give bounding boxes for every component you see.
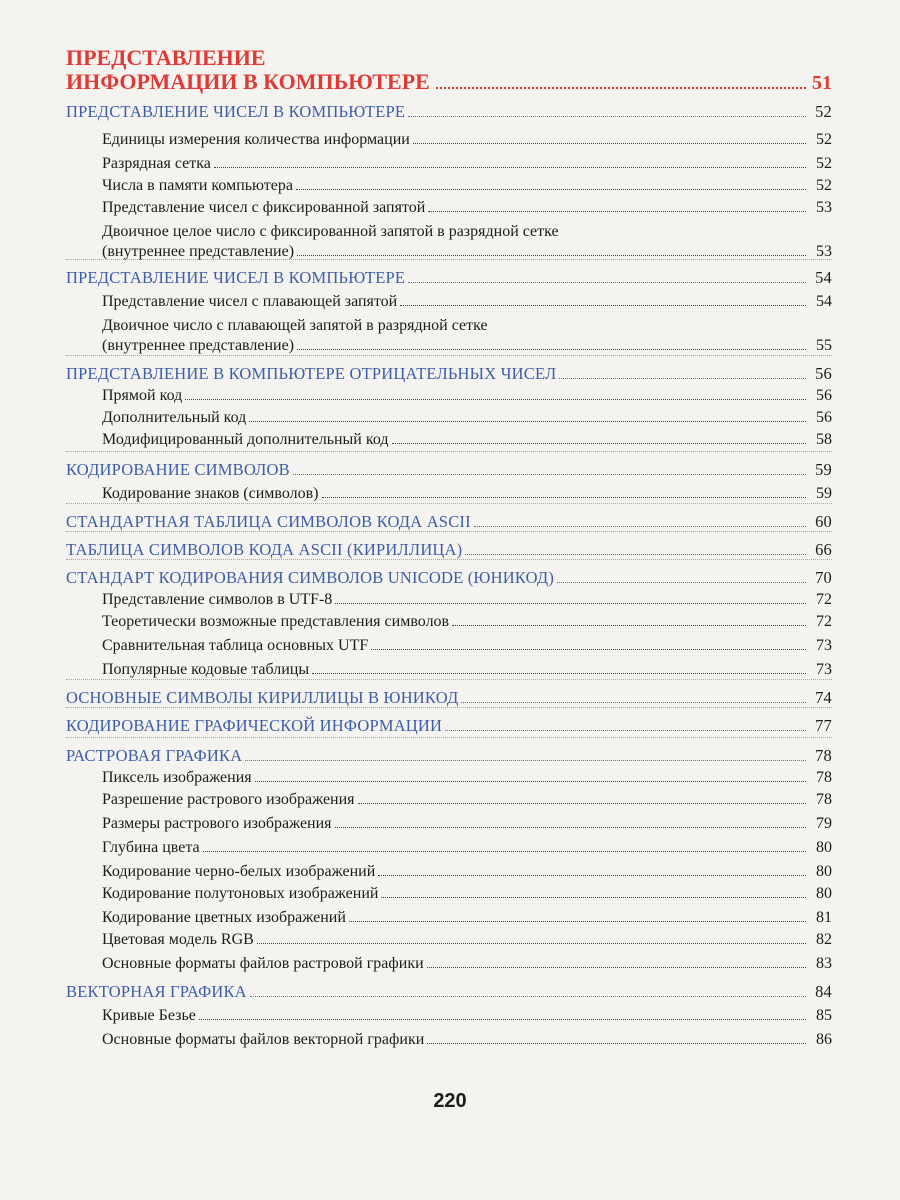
toc-page-number: 78 <box>816 769 832 786</box>
toc-subentry[interactable] <box>66 430 832 450</box>
toc-page-number: 84 <box>815 982 832 1001</box>
toc-page-number: 73 <box>816 661 832 678</box>
toc-entry-title: Прямой код <box>102 387 183 404</box>
toc-entry-title: Цветовая модель RGB <box>102 931 254 948</box>
leader-dots <box>199 1019 806 1020</box>
toc-subentry[interactable] <box>66 408 832 428</box>
toc-entry-title: ПРЕДСТАВЛЕНИЕ ЧИСЕЛ В КОМПЬЮТЕРЕ <box>66 268 406 287</box>
leader-dots <box>322 497 806 498</box>
toc-subentry[interactable] <box>66 316 832 356</box>
toc-subentry[interactable] <box>66 386 832 406</box>
leader-dots <box>427 1043 806 1044</box>
toc-subentry[interactable] <box>66 176 832 196</box>
chapter-page-number: 51 <box>812 72 832 94</box>
toc-section-entry[interactable] <box>66 102 832 122</box>
toc-page-number: 78 <box>816 791 832 808</box>
toc-subentry[interactable] <box>66 884 832 904</box>
toc-page-number: 72 <box>816 613 832 630</box>
toc-section-entry[interactable] <box>66 982 832 1002</box>
leader-dots <box>465 554 806 555</box>
toc-entry-title: Глубина цвета <box>102 839 200 856</box>
toc-section-entry[interactable] <box>66 746 832 766</box>
toc-entry-title: Дополнительный код <box>102 409 247 426</box>
toc-entry-title: Представление символов в UTF-8 <box>102 591 333 608</box>
toc-page-number: 55 <box>816 337 832 354</box>
toc-subentry[interactable] <box>66 130 832 150</box>
leader-dots <box>293 474 806 475</box>
leader-dots <box>474 526 806 527</box>
leader-dots <box>250 996 806 997</box>
toc-subentry[interactable] <box>66 636 832 656</box>
toc-entry-title: Основные форматы файлов векторной графики <box>102 1031 425 1048</box>
leader-dots <box>559 378 806 379</box>
toc-page-number: 85 <box>816 1007 832 1024</box>
leader-dots <box>214 167 806 168</box>
toc-entry-title: Основные форматы файлов растровой графики <box>102 955 424 972</box>
leader-dots <box>255 781 806 782</box>
toc-page-number: 59 <box>815 460 832 479</box>
leader-dots <box>296 189 806 190</box>
toc-page-number: 59 <box>816 485 832 502</box>
leader-dots <box>312 673 806 674</box>
toc-entry-title: Двоичное число с плавающей запятой в разрядной сетке <box>102 317 488 334</box>
toc-section-entry[interactable] <box>66 268 832 288</box>
toc-page-number: 52 <box>816 177 832 194</box>
toc-page-number: 52 <box>815 102 832 121</box>
leader-dots <box>452 625 806 626</box>
toc-page-number: 56 <box>815 364 832 383</box>
leader-dots <box>245 760 806 761</box>
toc-subentry[interactable] <box>66 198 832 218</box>
toc-entry-title: Кодирование полутоновых изображений <box>102 885 379 902</box>
toc-entry-title: КОДИРОВАНИЕ ГРАФИЧЕСКОЙ ИНФОРМАЦИИ <box>66 716 443 735</box>
toc-entry-title-cont: (внутреннее представление) <box>102 337 295 354</box>
page-number: 220 <box>433 1090 467 1112</box>
leader-dots <box>349 921 806 922</box>
toc-entry-title: Популярные кодовые таблицы <box>102 661 310 678</box>
leader-dots <box>445 730 806 731</box>
leader-dots <box>381 897 806 898</box>
toc-page-number: 81 <box>816 909 832 926</box>
toc-entry-title: Кривые Безье <box>102 1007 196 1024</box>
toc-entry-title: Двоичное целое число с фиксированной запятой в разрядной сетке <box>102 223 559 240</box>
leader-dots <box>413 143 806 144</box>
toc-subentry[interactable] <box>66 484 832 504</box>
toc-entry-continuation <box>66 336 832 356</box>
toc-subentry[interactable] <box>66 660 832 680</box>
toc-entry-title: Представление чисел с фиксированной запятой <box>102 199 426 216</box>
toc-subentry[interactable] <box>66 908 832 928</box>
toc-page-number: 54 <box>815 268 832 287</box>
toc-page-number: 56 <box>816 409 832 426</box>
toc-subentry[interactable] <box>66 768 832 788</box>
toc-page-number: 52 <box>816 131 832 148</box>
toc-section-entry[interactable] <box>66 460 832 480</box>
toc-page-number: 78 <box>815 746 832 765</box>
toc-entry-title: РАСТРОВАЯ ГРАФИКА <box>66 746 243 765</box>
toc-section-entry[interactable] <box>66 364 832 384</box>
leader-dots <box>297 349 806 350</box>
toc-page-number: 56 <box>816 387 832 404</box>
leader-dots <box>358 803 806 804</box>
toc-page-number: 82 <box>816 931 832 948</box>
toc-subentry[interactable] <box>66 930 832 950</box>
toc-entry-title: ПРЕДСТАВЛЕНИЕ ЧИСЕЛ В КОМПЬЮТЕРЕ <box>66 102 406 121</box>
toc-entry-title: ВЕКТОРНАЯ ГРАФИКА <box>66 982 247 1001</box>
toc-entry-title: Размеры растрового изображения <box>102 815 332 832</box>
toc-entry-title: Модифицированный дополнительный код <box>102 431 389 448</box>
toc-entry-title: ОСНОВНЫЕ СИМВОЛЫ КИРИЛЛИЦЫ В ЮНИКОД <box>66 688 459 707</box>
toc-subentry[interactable] <box>66 862 832 882</box>
toc-subentry[interactable] <box>66 154 832 174</box>
leader-dots <box>436 87 806 89</box>
leader-dots <box>249 421 806 422</box>
toc-page-number: 53 <box>816 199 832 216</box>
toc-page-number: 80 <box>816 863 832 880</box>
toc-entry-title-cont: (внутреннее представление) <box>102 243 295 260</box>
toc-subentry[interactable] <box>66 590 832 610</box>
leader-dots <box>335 603 806 604</box>
leader-dots <box>408 116 806 117</box>
toc-subentry[interactable] <box>66 814 832 834</box>
leader-dots <box>427 967 806 968</box>
toc-section-entry[interactable] <box>66 512 832 532</box>
toc-page-number: 58 <box>816 431 832 448</box>
toc-entry-title: СТАНДАРТНАЯ ТАБЛИЦА СИМВОЛОВ КОДА ASCII <box>66 512 471 531</box>
leader-dots <box>461 702 806 703</box>
chapter-heading <box>66 46 832 95</box>
toc-page-number: 72 <box>816 591 832 608</box>
toc-entry-title: КОДИРОВАНИЕ СИМВОЛОВ <box>66 460 290 479</box>
toc-page-number: 74 <box>815 688 832 707</box>
toc-section-entry[interactable] <box>66 568 832 588</box>
toc-page-number: 70 <box>815 568 832 587</box>
toc-subentry[interactable] <box>66 222 832 262</box>
toc-entry-title: Кодирование знаков (символов) <box>102 485 319 502</box>
leader-dots <box>203 851 806 852</box>
toc-subentry[interactable] <box>66 1030 832 1050</box>
toc-page-number: 80 <box>816 839 832 856</box>
chapter-title-row <box>66 70 832 95</box>
toc-subentry[interactable] <box>66 790 832 810</box>
toc-page-number: 52 <box>816 155 832 172</box>
section-separator <box>66 737 832 738</box>
leader-dots <box>297 255 806 256</box>
chapter-title-line2: ИНФОРМАЦИИ В КОМПЬЮТЕРЕ <box>66 69 430 94</box>
toc-section-entry[interactable] <box>66 716 832 736</box>
leader-dots <box>257 943 806 944</box>
leader-dots <box>335 827 806 828</box>
toc-entry-title: СТАНДАРТ КОДИРОВАНИЯ СИМВОЛОВ UNICODE (ЮНИКОД) <box>66 568 555 587</box>
toc-entry-title: Разрешение растрового изображения <box>102 791 355 808</box>
toc-page-number: 86 <box>816 1031 832 1048</box>
leader-dots <box>392 443 807 444</box>
leader-dots <box>371 649 806 650</box>
section-separator <box>66 451 832 452</box>
toc-page-number: 79 <box>816 815 832 832</box>
toc-page-number: 54 <box>816 293 832 310</box>
toc-page-number: 73 <box>816 637 832 654</box>
toc-section-entry[interactable] <box>66 540 832 560</box>
toc-subentry[interactable] <box>66 612 832 632</box>
toc-page-number: 83 <box>816 955 832 972</box>
toc-entry-title: Представление чисел с плавающей запятой <box>102 293 398 310</box>
leader-dots <box>428 211 806 212</box>
toc-entry-title: Числа в памяти компьютера <box>102 177 293 194</box>
toc-entry-title: Кодирование черно-белых изображений <box>102 863 376 880</box>
toc-subentry[interactable] <box>66 954 832 974</box>
toc-page-number: 66 <box>815 540 832 559</box>
toc-entry-title: Теоретически возможные представления символов <box>102 613 450 630</box>
toc-subentry[interactable] <box>66 1006 832 1026</box>
chapter-title-line1: ПРЕДСТАВЛЕНИЕ <box>66 45 266 70</box>
toc-page-number: 77 <box>815 716 832 735</box>
toc-entry-title: ТАБЛИЦА СИМВОЛОВ КОДА ASCII (КИРИЛЛИЦА) <box>66 540 463 559</box>
toc-page-number: 53 <box>816 243 832 260</box>
leader-dots <box>557 582 806 583</box>
toc-page-number: 60 <box>815 512 832 531</box>
toc-entry-title: Пиксель изображения <box>102 769 252 786</box>
toc-page-number: 80 <box>816 885 832 902</box>
toc-entry-title: Кодирование цветных изображений <box>102 909 346 926</box>
toc-subentry[interactable] <box>66 838 832 858</box>
toc-entry-title: Сравнительная таблица основных UTF <box>102 637 369 654</box>
toc-entry-title: Разрядная сетка <box>102 155 211 172</box>
leader-dots <box>400 305 806 306</box>
toc-entry-title: Единицы измерения количества информации <box>102 131 410 148</box>
toc-section-entry[interactable] <box>66 688 832 708</box>
toc-entry-continuation <box>66 242 832 262</box>
toc-entry-title: ПРЕДСТАВЛЕНИЕ В КОМПЬЮТЕРЕ ОТРИЦАТЕЛЬНЫХ ЧИСЕЛ <box>66 364 557 383</box>
toc-subentry[interactable] <box>66 292 832 312</box>
leader-dots <box>185 399 806 400</box>
leader-dots <box>378 875 806 876</box>
leader-dots <box>408 282 806 283</box>
